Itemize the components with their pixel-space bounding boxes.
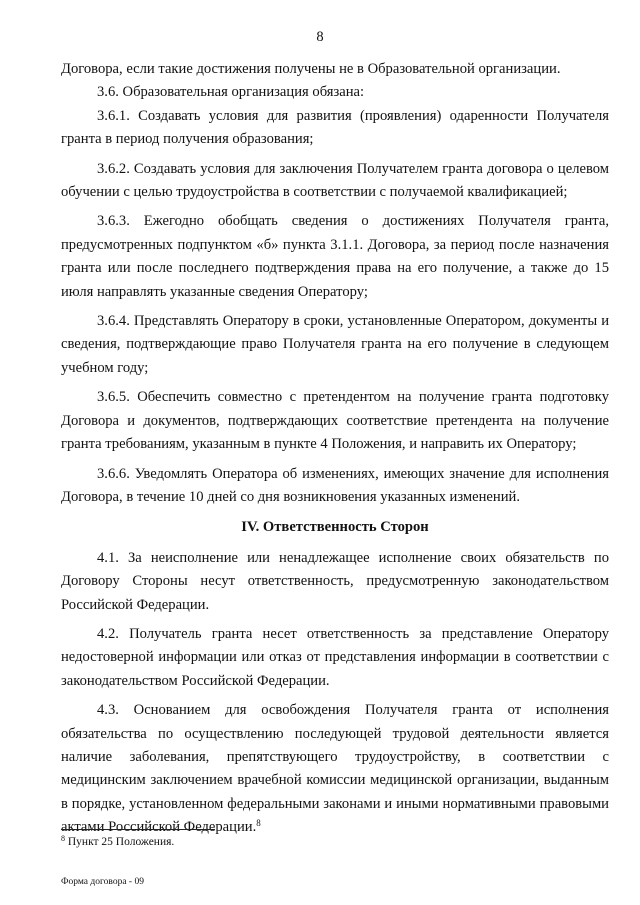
footnote-text: Пункт 25 Положения. bbox=[67, 836, 175, 848]
section-heading: IV. Ответственность Сторон bbox=[241, 519, 429, 536]
form-label: Форма договора - 09 bbox=[61, 877, 144, 887]
paragraph-4-1: 4.1. За неисполнение или ненадлежащее исполнение своих обязательств по Договору Стороны несут ответственность, предусмотренную законодательством Российской Федерации. bbox=[61, 549, 609, 613]
footnote-marker: 8 bbox=[61, 834, 65, 843]
paragraph-3-6-6: 3.6.6. Уведомлять Оператора об изменениях, имеющих значение для исполнения Договора, в течение 10 дней со дня возникновения указанных изменений. bbox=[61, 465, 609, 505]
paragraph-3-6-3: 3.6.3. Ежегодно обобщать сведения о достижениях Получателя гранта, предусмотренных подпунктом «б» пункта 3.1.1. Договора, за период после назначения гранта или после последнего подтверждения права на его получение, а также до 15 июля направлять указанные сведения Оператору; bbox=[61, 213, 609, 300]
paragraph-3-6-1: 3.6.1. Создавать условия для развития (проявления) одаренности Получателя гранта в период получения образования; bbox=[61, 107, 609, 148]
document-body bbox=[61, 58, 609, 840]
paragraph-4-3 bbox=[61, 699, 609, 839]
footnote-reference[interactable]: 8 bbox=[256, 818, 261, 829]
paragraph-3-6: 3.6. Образовательная организация обязана: bbox=[97, 84, 365, 101]
page-number: 8 bbox=[316, 29, 324, 45]
paragraph-continuation: Договора, если такие достижения получены не в Образовательной организации. bbox=[61, 61, 561, 77]
footnote-divider bbox=[61, 829, 215, 830]
paragraph-3-6-4: 3.6.4. Представлять Оператору в сроки, установленные Оператором, документы и сведения, подтверждающие право Получателя гранта на его получение в следующем учебном году; bbox=[61, 313, 609, 376]
footnote bbox=[61, 835, 174, 849]
paragraph-4-3-text: 4.3. Основанием для освобождения Получателя гранта от исполнения обязательства по осуществлению последующей трудовой деятельности является наличие заболевания, препятствующего трудоустройству, в соответствии с медицинским заключением врачебной комиссии медицинской организации, выданным в порядке, установленном федеральными законами и иными нормативными правовыми актами Российской Федерации. bbox=[61, 702, 609, 836]
paragraph-4-2: 4.2. Получатель гранта несет ответственность за представление Оператору недостоверной информации или отказ от представления информации в соответствии с законодательством Российской Федерации. bbox=[61, 625, 609, 689]
paragraph-3-6-5: 3.6.5. Обеспечить совместно с претендентом на получение гранта подготовку Договора и документов, подтверждающих соответствие претендента на получение гранта требованиям, указанным в пункте 4 Положения, и направить их Оператору; bbox=[61, 389, 609, 453]
paragraph-3-6-2: 3.6.2. Создавать условия для заключения Получателем гранта договора о целевом обучении с целью трудоустройства в соответствии с получаемой квалификацией; bbox=[61, 160, 609, 201]
